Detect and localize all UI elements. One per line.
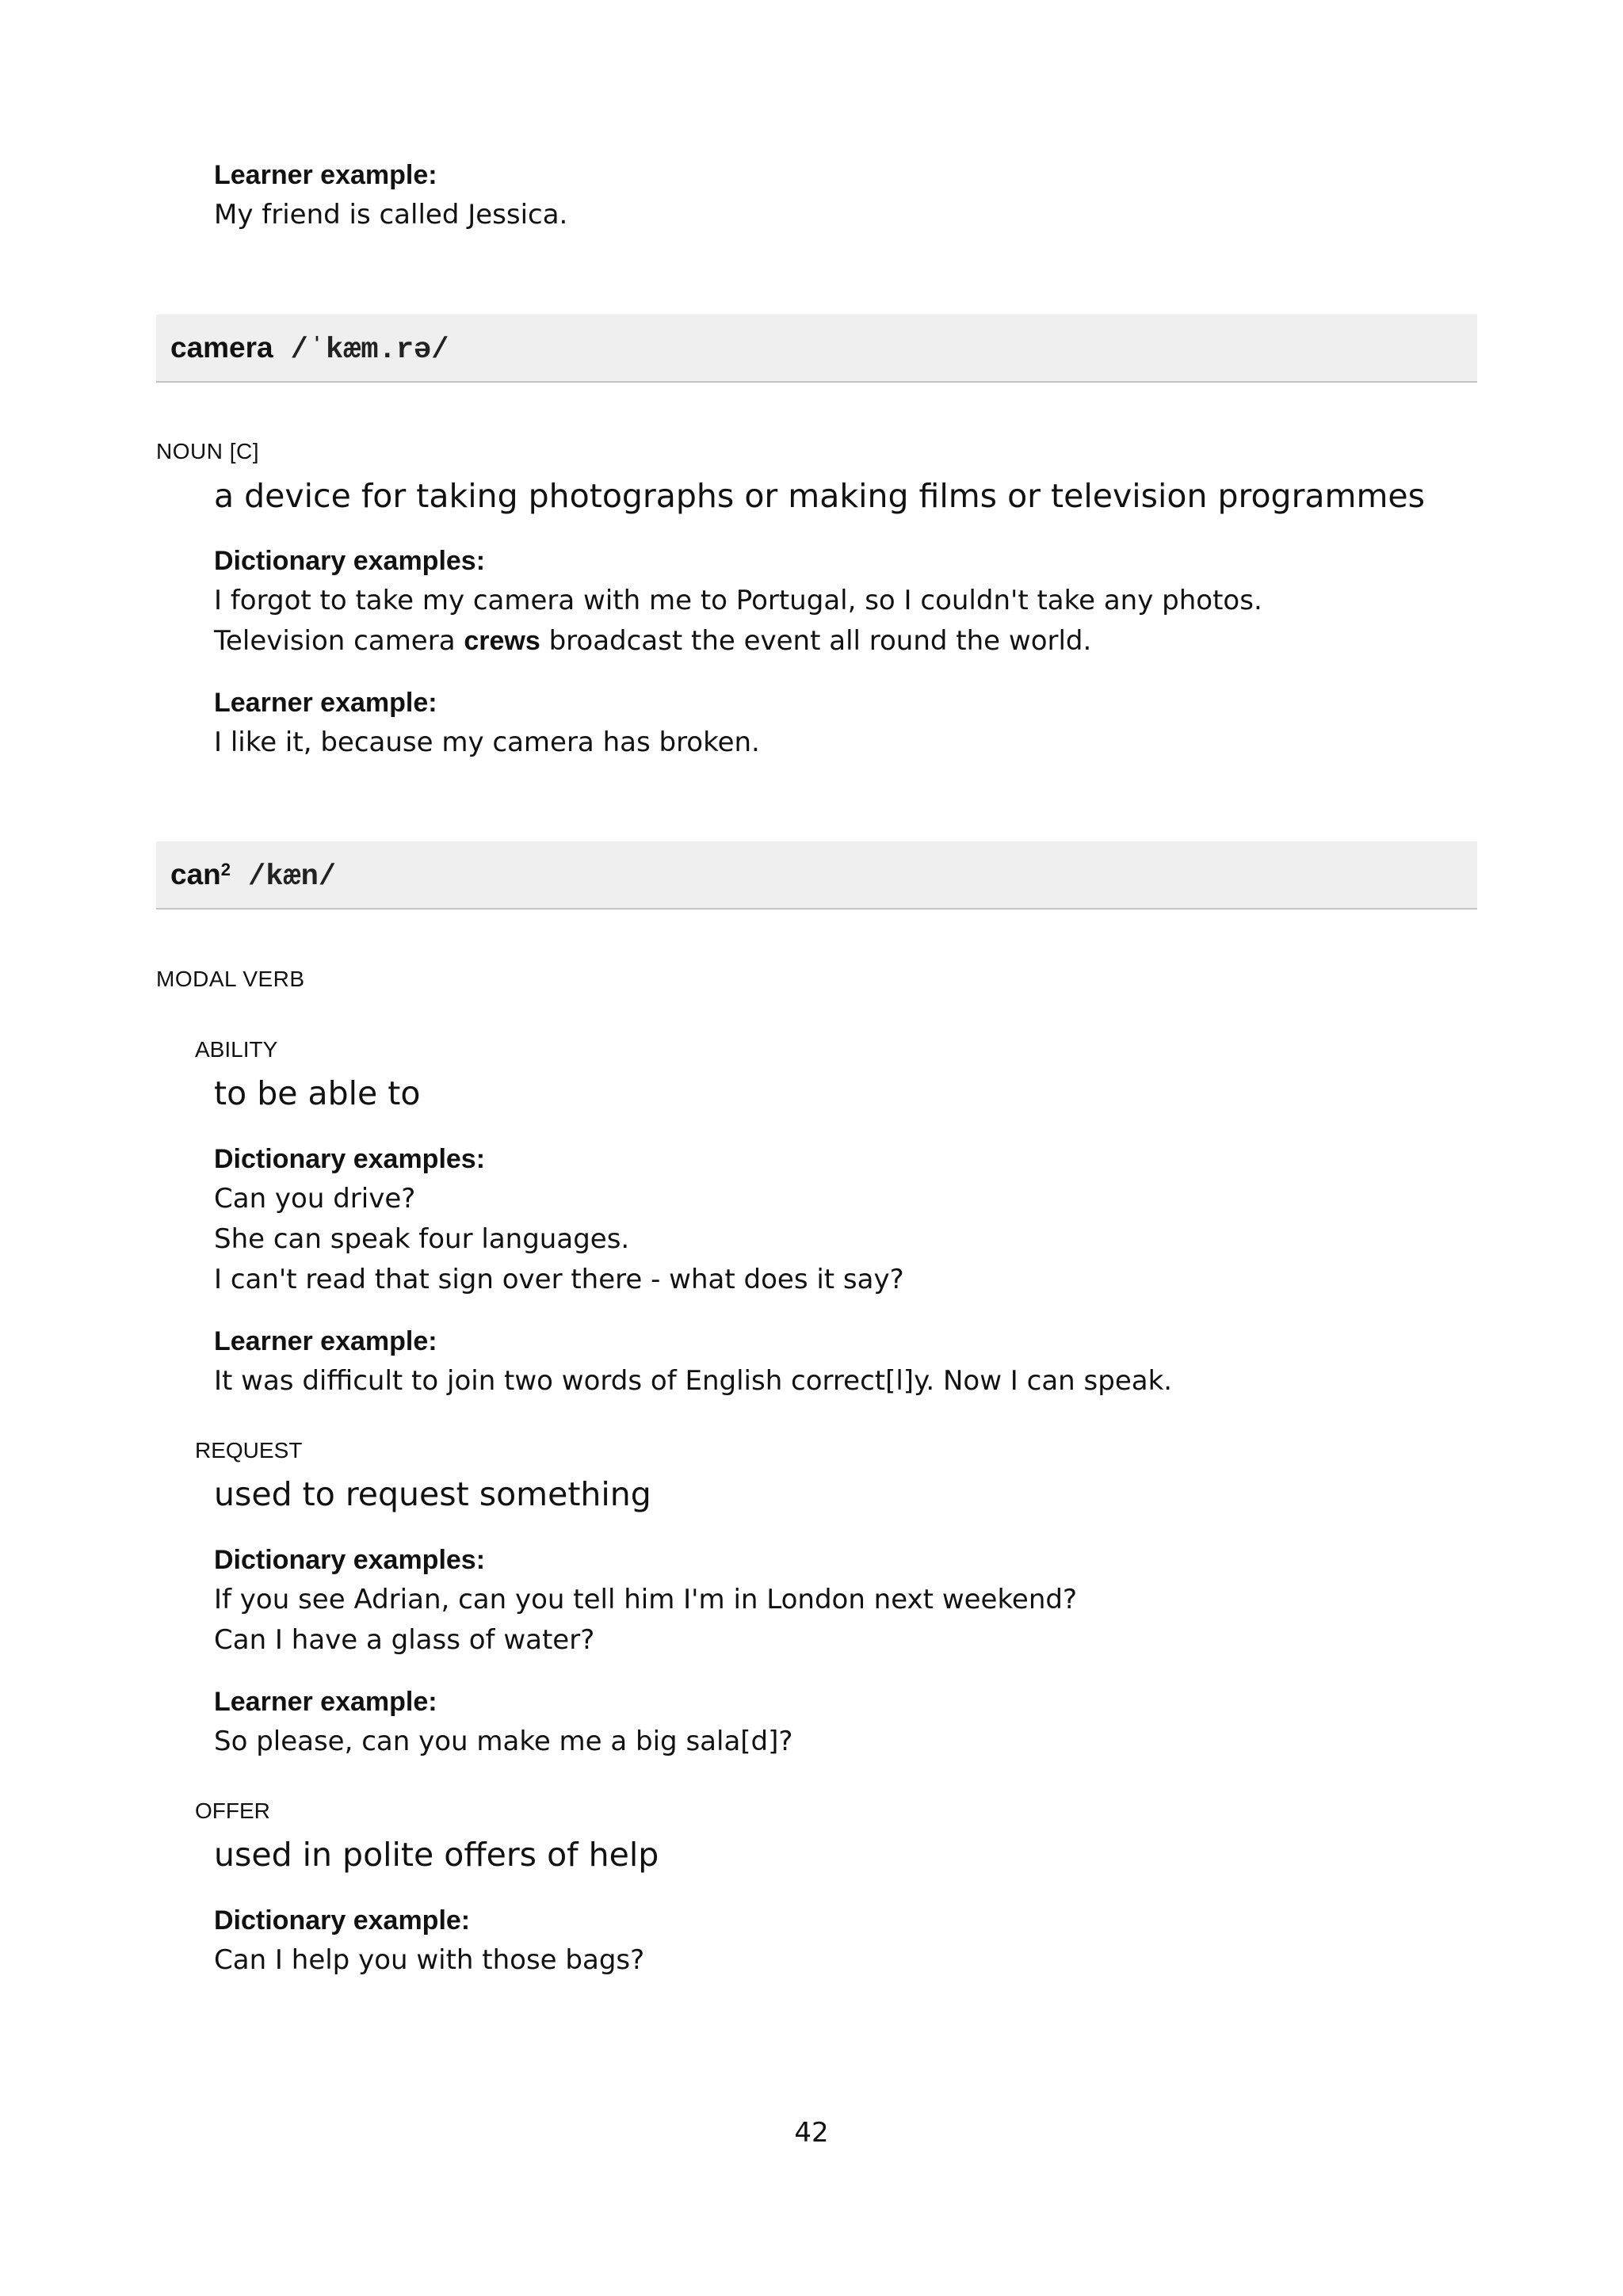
learner-example-label: Learner example:	[214, 1687, 437, 1717]
headword-text: camera	[170, 331, 273, 364]
dictionary-examples-label: Dictionary examples:	[214, 1545, 486, 1575]
learner-example	[214, 1322, 1482, 1402]
learner-example-label: Learner example:	[214, 1326, 437, 1356]
definition: a device for taking photographs or making films or television programmes	[214, 477, 1426, 515]
dictionary-example: Can you drive?	[214, 1183, 416, 1215]
headword	[170, 329, 449, 369]
definition: to be able to	[214, 1074, 421, 1112]
definition-block	[214, 1833, 1482, 1877]
page-number: 42	[794, 2117, 829, 2149]
part-of-speech: NOUN [C]	[156, 439, 259, 463]
highlighted-word: crews	[464, 626, 540, 656]
entry-header-can	[156, 841, 1477, 910]
learner-example-text: It was difficult to join two words of English correct[l]y. Now I can speak.	[214, 1365, 1173, 1397]
learner-example-label: Learner example:	[214, 688, 437, 718]
headword-text: can	[170, 858, 221, 891]
dictionary-example: I can't read that sign over there - what does it say?	[214, 1264, 904, 1295]
guide-word: REQUEST	[195, 1438, 303, 1463]
homograph-number: 2	[220, 860, 231, 879]
definition: used to request something	[214, 1475, 651, 1513]
dictionary-example: She can speak four languages.	[214, 1223, 630, 1255]
guide-word: ABILITY	[195, 1037, 278, 1062]
learner-example-text: I like it, because my camera has broken.	[214, 727, 760, 758]
dictionary-examples-label: Dictionary example:	[214, 1905, 471, 1936]
example-text: Television camera	[214, 625, 464, 657]
learner-example	[214, 683, 1482, 763]
dictionary-examples	[214, 1139, 1482, 1300]
definition-block	[214, 1472, 1482, 1516]
pronunciation: /ˈkæm.rə/	[290, 334, 449, 367]
dictionary-examples	[214, 1540, 1482, 1661]
definition-block	[214, 474, 1482, 518]
pronunciation: /kæn/	[248, 860, 337, 894]
part-of-speech: MODAL VERB	[156, 967, 305, 991]
dictionary-example: Can I help you with those bags?	[214, 1944, 645, 1976]
dictionary-example: Can I have a glass of water?	[214, 1624, 595, 1656]
top-learner-example	[214, 155, 1482, 235]
definition: used in polite offers of help	[214, 1836, 659, 1874]
guide-word: OFFER	[195, 1798, 270, 1823]
headword	[170, 856, 336, 896]
dictionary-examples-label: Dictionary examples:	[214, 546, 486, 576]
learner-example-text: My friend is called Jessica.	[214, 199, 568, 231]
learner-example-label: Learner example:	[214, 160, 437, 190]
definition-block	[214, 1071, 1482, 1116]
learner-example	[214, 1682, 1482, 1762]
entry-header-camera	[156, 315, 1477, 383]
learner-example-text: So please, can you make me a big sala[d]?	[214, 1726, 793, 1757]
dictionary-example	[214, 621, 1482, 662]
dictionary-examples-label: Dictionary examples:	[214, 1144, 486, 1174]
dictionary-examples	[214, 541, 1482, 662]
dictionary-example: If you see Adrian, can you tell him I'm in London next weekend?	[214, 1584, 1078, 1615]
example-text: broadcast the event all round the world.	[540, 625, 1092, 657]
dictionary-example: I forgot to take my camera with me to Portugal, so I couldn't take any photos.	[214, 585, 1262, 616]
dictionary-examples	[214, 1901, 1482, 1981]
